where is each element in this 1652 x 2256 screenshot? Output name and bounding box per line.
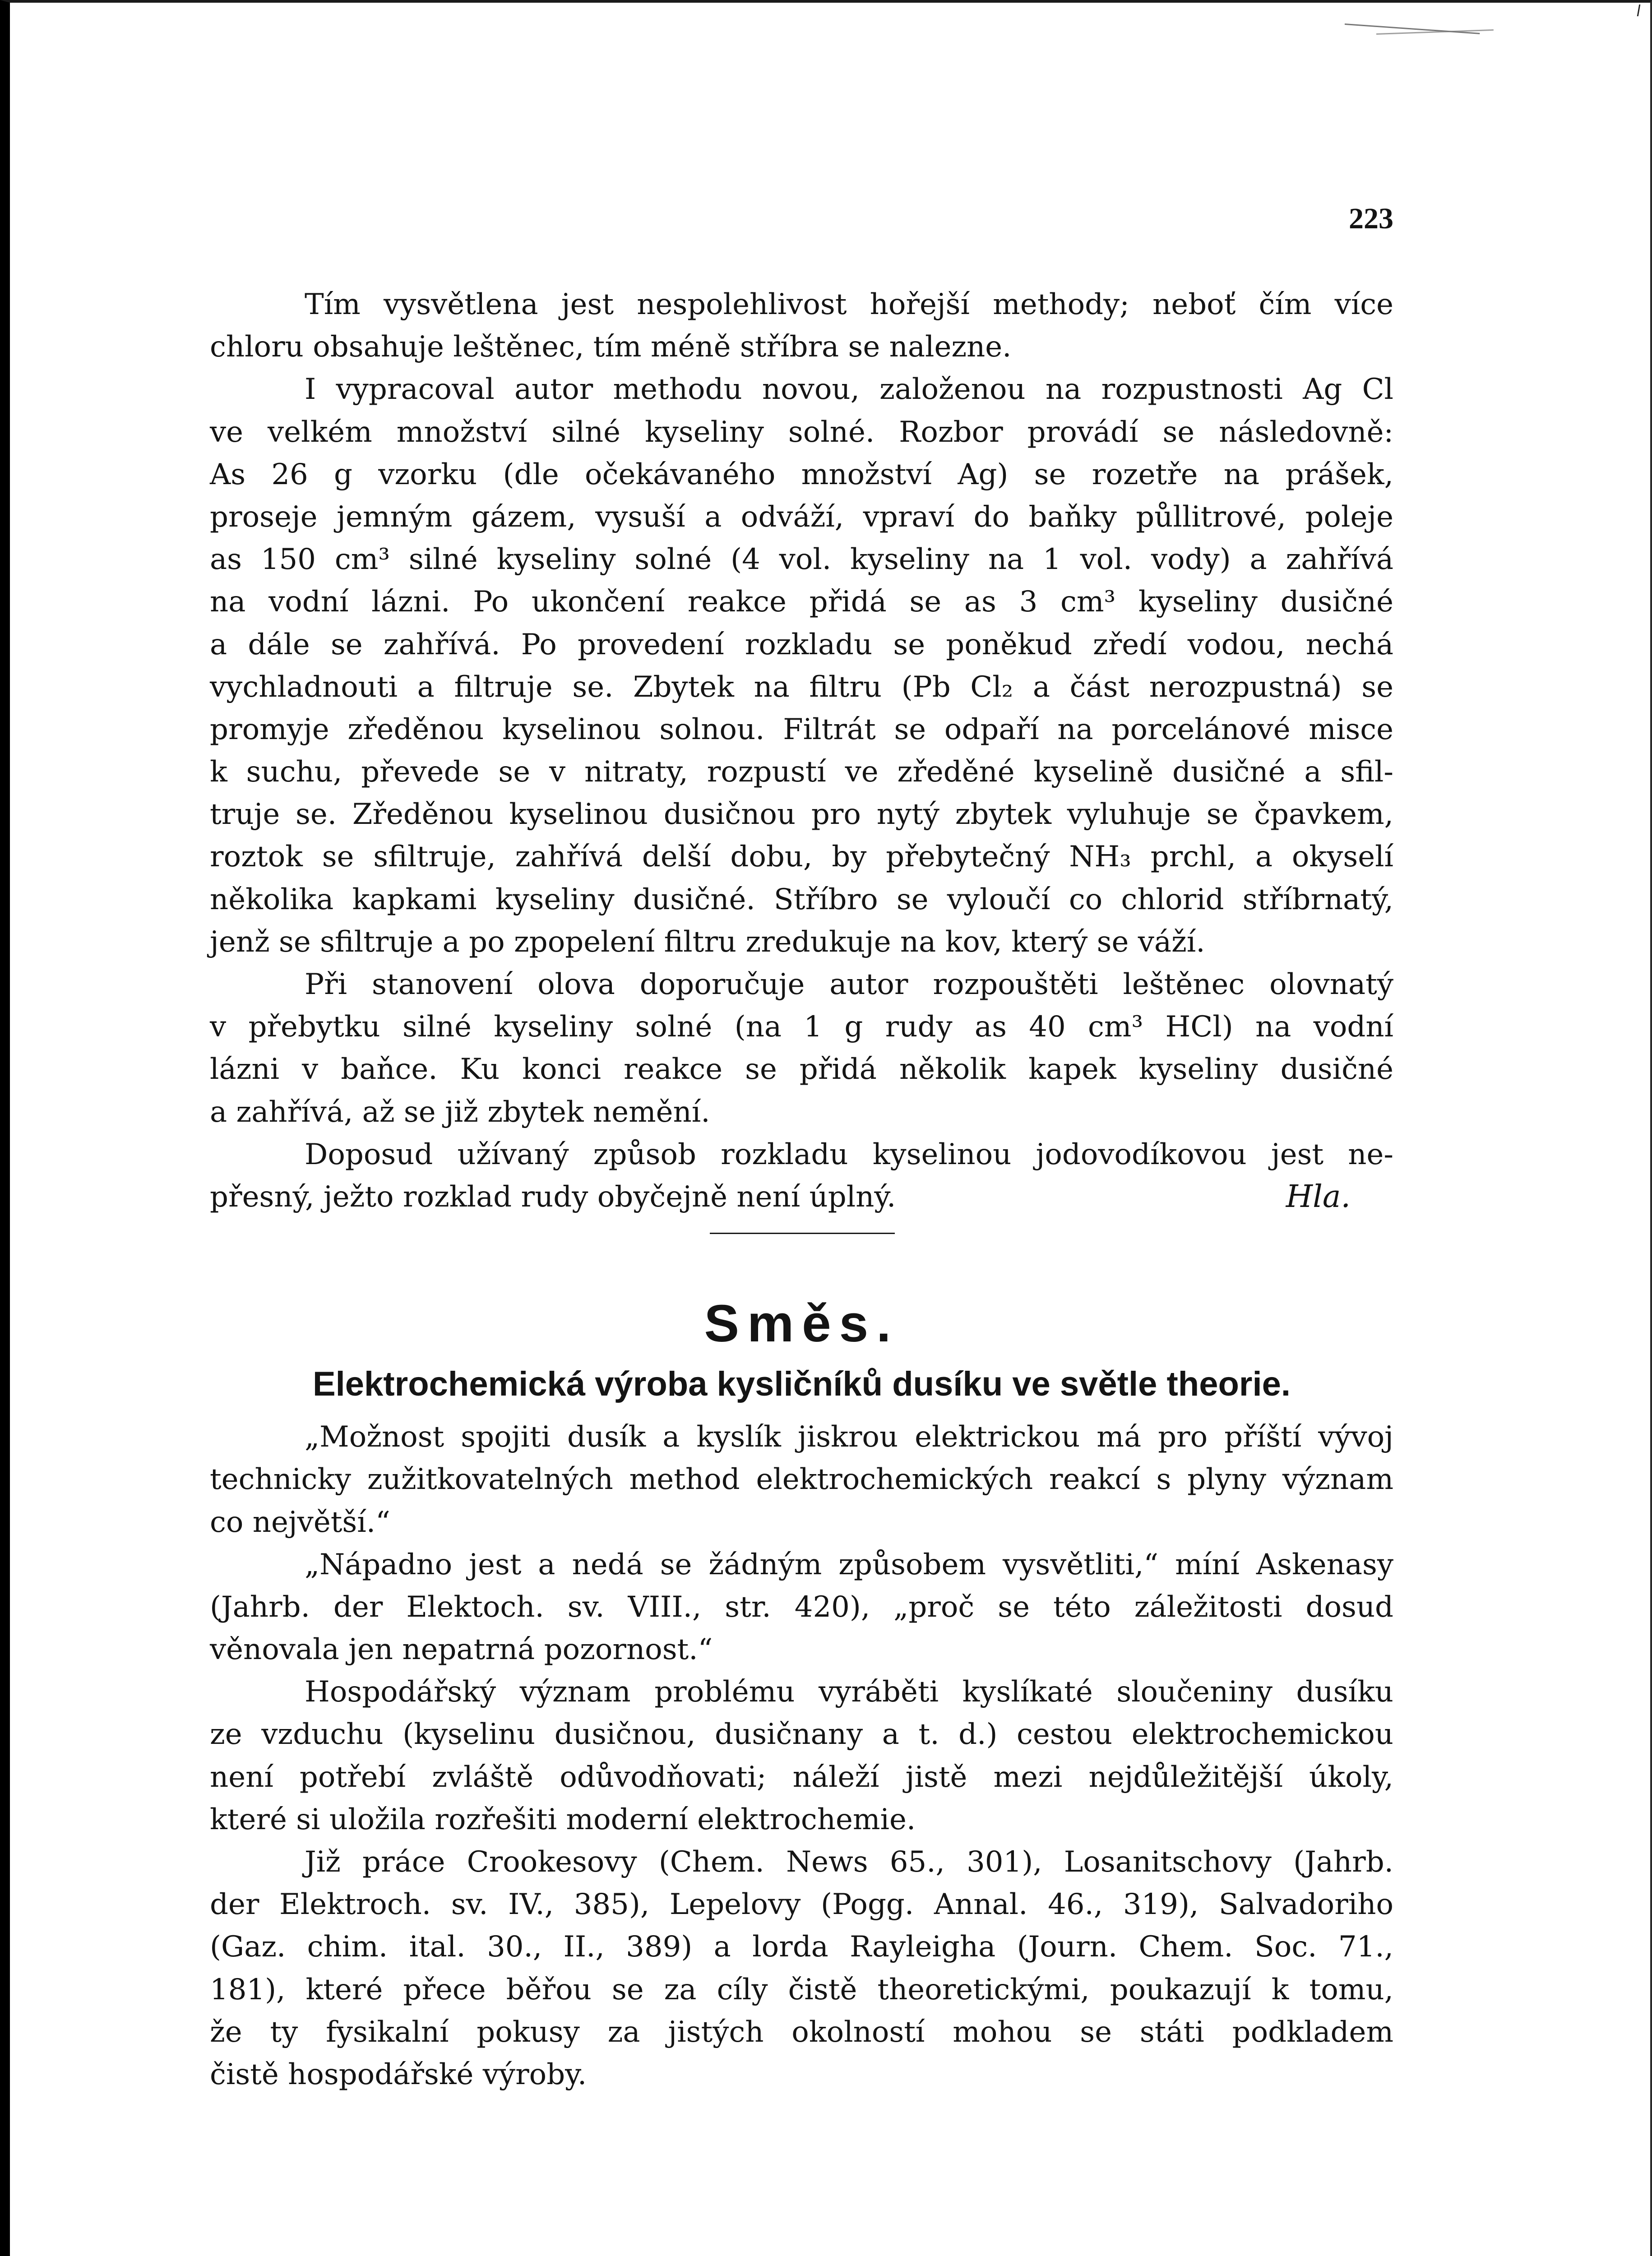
text-line: der Elektroch. sv. IV., 385), Lepelovy (Pogg. Annal. 46., 319), Salvadoriho — [210, 1888, 1393, 1922]
text-line: čistě hospodářské výroby. — [210, 2057, 587, 2091]
page-number: 223 — [1349, 202, 1393, 235]
text-line: ze vzduchu (kyselinu dusičnou, dusičnany a t. d.) cestou elektrochemickou — [210, 1718, 1393, 1752]
paragraph — [210, 1544, 1393, 1671]
paragraph — [210, 1671, 1393, 1841]
paragraph — [210, 1133, 1393, 1218]
text-line: Již práce Crookesovy (Chem. News 65., 301), Losanitschovy (Jahrb. — [305, 1845, 1393, 1879]
text-line: a dále se zahřívá. Po provedení rozkladu se poněkud zředí vodou, nechá — [210, 628, 1393, 661]
text-line: věnovala jen nepatrná pozornost.“ — [210, 1633, 713, 1667]
text-line: proseje jemným gázem, vysuší a odváží, vpraví do baňky půllitrové, poleje — [210, 500, 1393, 534]
text-line: ve velkém množství silné kyseliny solné. Rozbor provádí se následovně: — [210, 415, 1393, 449]
text-line: jenž se sfiltruje a po zpopelení filtru zredukuje na kov, který se váží. — [210, 925, 1205, 959]
text-line: Doposud užívaný způsob rozkladu kyselinou jodovodíkovou jest ne- — [305, 1137, 1393, 1171]
paragraph — [210, 1416, 1393, 1544]
text-line: vychladnouti a filtruje se. Zbytek na filtru (Pb Cl₂ a část nerozpustná) se — [210, 670, 1393, 704]
text-line: „Možnost spojiti dusík a kyslík jiskrou elektrickou má pro příští vývoj — [305, 1420, 1393, 1454]
text-line: které si uložila rozřešiti moderní elektrochemie. — [210, 1803, 916, 1836]
text-line: není potřebí zvláště odůvodňovati; náleží jistě mezi nejdůležitější úkoly, — [210, 1760, 1393, 1794]
text-line — [210, 1176, 1393, 1218]
text-line: promyje zředěnou kyselinou solnou. Filtrát se odpaří na porcelánové misce — [210, 712, 1393, 746]
text-line: Hospodářský význam problému vyráběti kyslíkaté sloučeniny dusíku — [305, 1675, 1393, 1709]
text-line: technicky zužitkovatelných method elektrochemických reakcí s plyny význam — [210, 1463, 1393, 1497]
text-line: as 150 cm³ silné kyseliny solné (4 vol. kyseliny na 1 vol. vody) a zahřívá — [210, 543, 1393, 577]
text-line: k suchu, převede se v nitraty, rozpustí ve zředěné kyselině dusičné a sfil- — [210, 755, 1393, 789]
text-column — [210, 283, 1393, 2096]
text-line: roztok se sfiltruje, zahřívá delší dobu, by přebytečný NH₃ prchl, a okyselí — [210, 840, 1393, 874]
paragraph — [210, 963, 1393, 1133]
text-line: několika kapkami kyseliny dusičné. Stříbro se vyloučí co chlorid stříbrnatý, — [210, 883, 1393, 916]
text-line: chloru obsahuje leštěnec, tím méně stříbra se nalezne. — [210, 330, 1012, 364]
text-line: I vypracoval autor methodu novou, založenou na rozpustnosti Ag Cl — [305, 373, 1393, 407]
text-line: 181), které přece běřou se za cíly čistě theoretickými, poukazují k tomu, — [210, 1973, 1393, 2006]
paragraph — [210, 368, 1393, 963]
section-title: Směs. — [704, 1294, 899, 1353]
text-line: As 26 g vzorku (dle očekávaného množství Ag) se rozetře na prášek, — [210, 458, 1393, 491]
section-separator — [210, 1218, 1393, 1251]
text-line: truje se. Zředěnou kyselinou dusičnou pro nytý zbytek vyluhuje se čpavkem, — [210, 798, 1393, 832]
text-line: „Nápadno jest a nedá se žádným způsobem vysvětliti,“ míní Askenasy — [305, 1548, 1393, 1581]
text-line: a zahřívá, až se již zbytek nemění. — [210, 1095, 710, 1129]
text-line: v přebytku silné kyseliny solné (na 1 g rudy as 40 cm³ HCl) na vodní — [210, 1010, 1393, 1044]
text-line: lázni v baňce. Ku konci reakce se přidá několik kapek kyseliny dusičné — [210, 1053, 1393, 1086]
article-title: Elektrochemická výroba kysličníků dusíku ve světle theorie. — [312, 1365, 1291, 1404]
paragraph — [210, 1841, 1393, 2096]
text-line-content: přesný, ježto rozklad rudy obyčejně není úplný. — [210, 1180, 896, 1214]
author-signature: Hla. — [1286, 1179, 1351, 1215]
text-line: Tím vysvětlena jest nespolehlivost hořejší methody; neboť čím více — [305, 288, 1393, 321]
divider-line — [710, 1233, 895, 1234]
text-line: Při stanovení olova doporučuje autor rozpouštěti leštěnec olovnatý — [305, 968, 1393, 1001]
text-line: (Gaz. chim. ital. 30., II., 389) a lorda Rayleigha (Journ. Chem. Soc. 71., — [210, 1930, 1393, 1964]
paragraph — [210, 283, 1393, 368]
text-line: co největší.“ — [210, 1505, 390, 1539]
text-line: že ty fysikalní pokusy za jistých okolností mohou se státi podkladem — [210, 2015, 1393, 2049]
text-line: na vodní lázni. Po ukončení reakce přidá se as 3 cm³ kyseliny dusičné — [210, 585, 1393, 619]
text-line: (Jahrb. der Elektoch. sv. VIII., str. 420), „proč se této záležitosti dosud — [210, 1590, 1393, 1624]
